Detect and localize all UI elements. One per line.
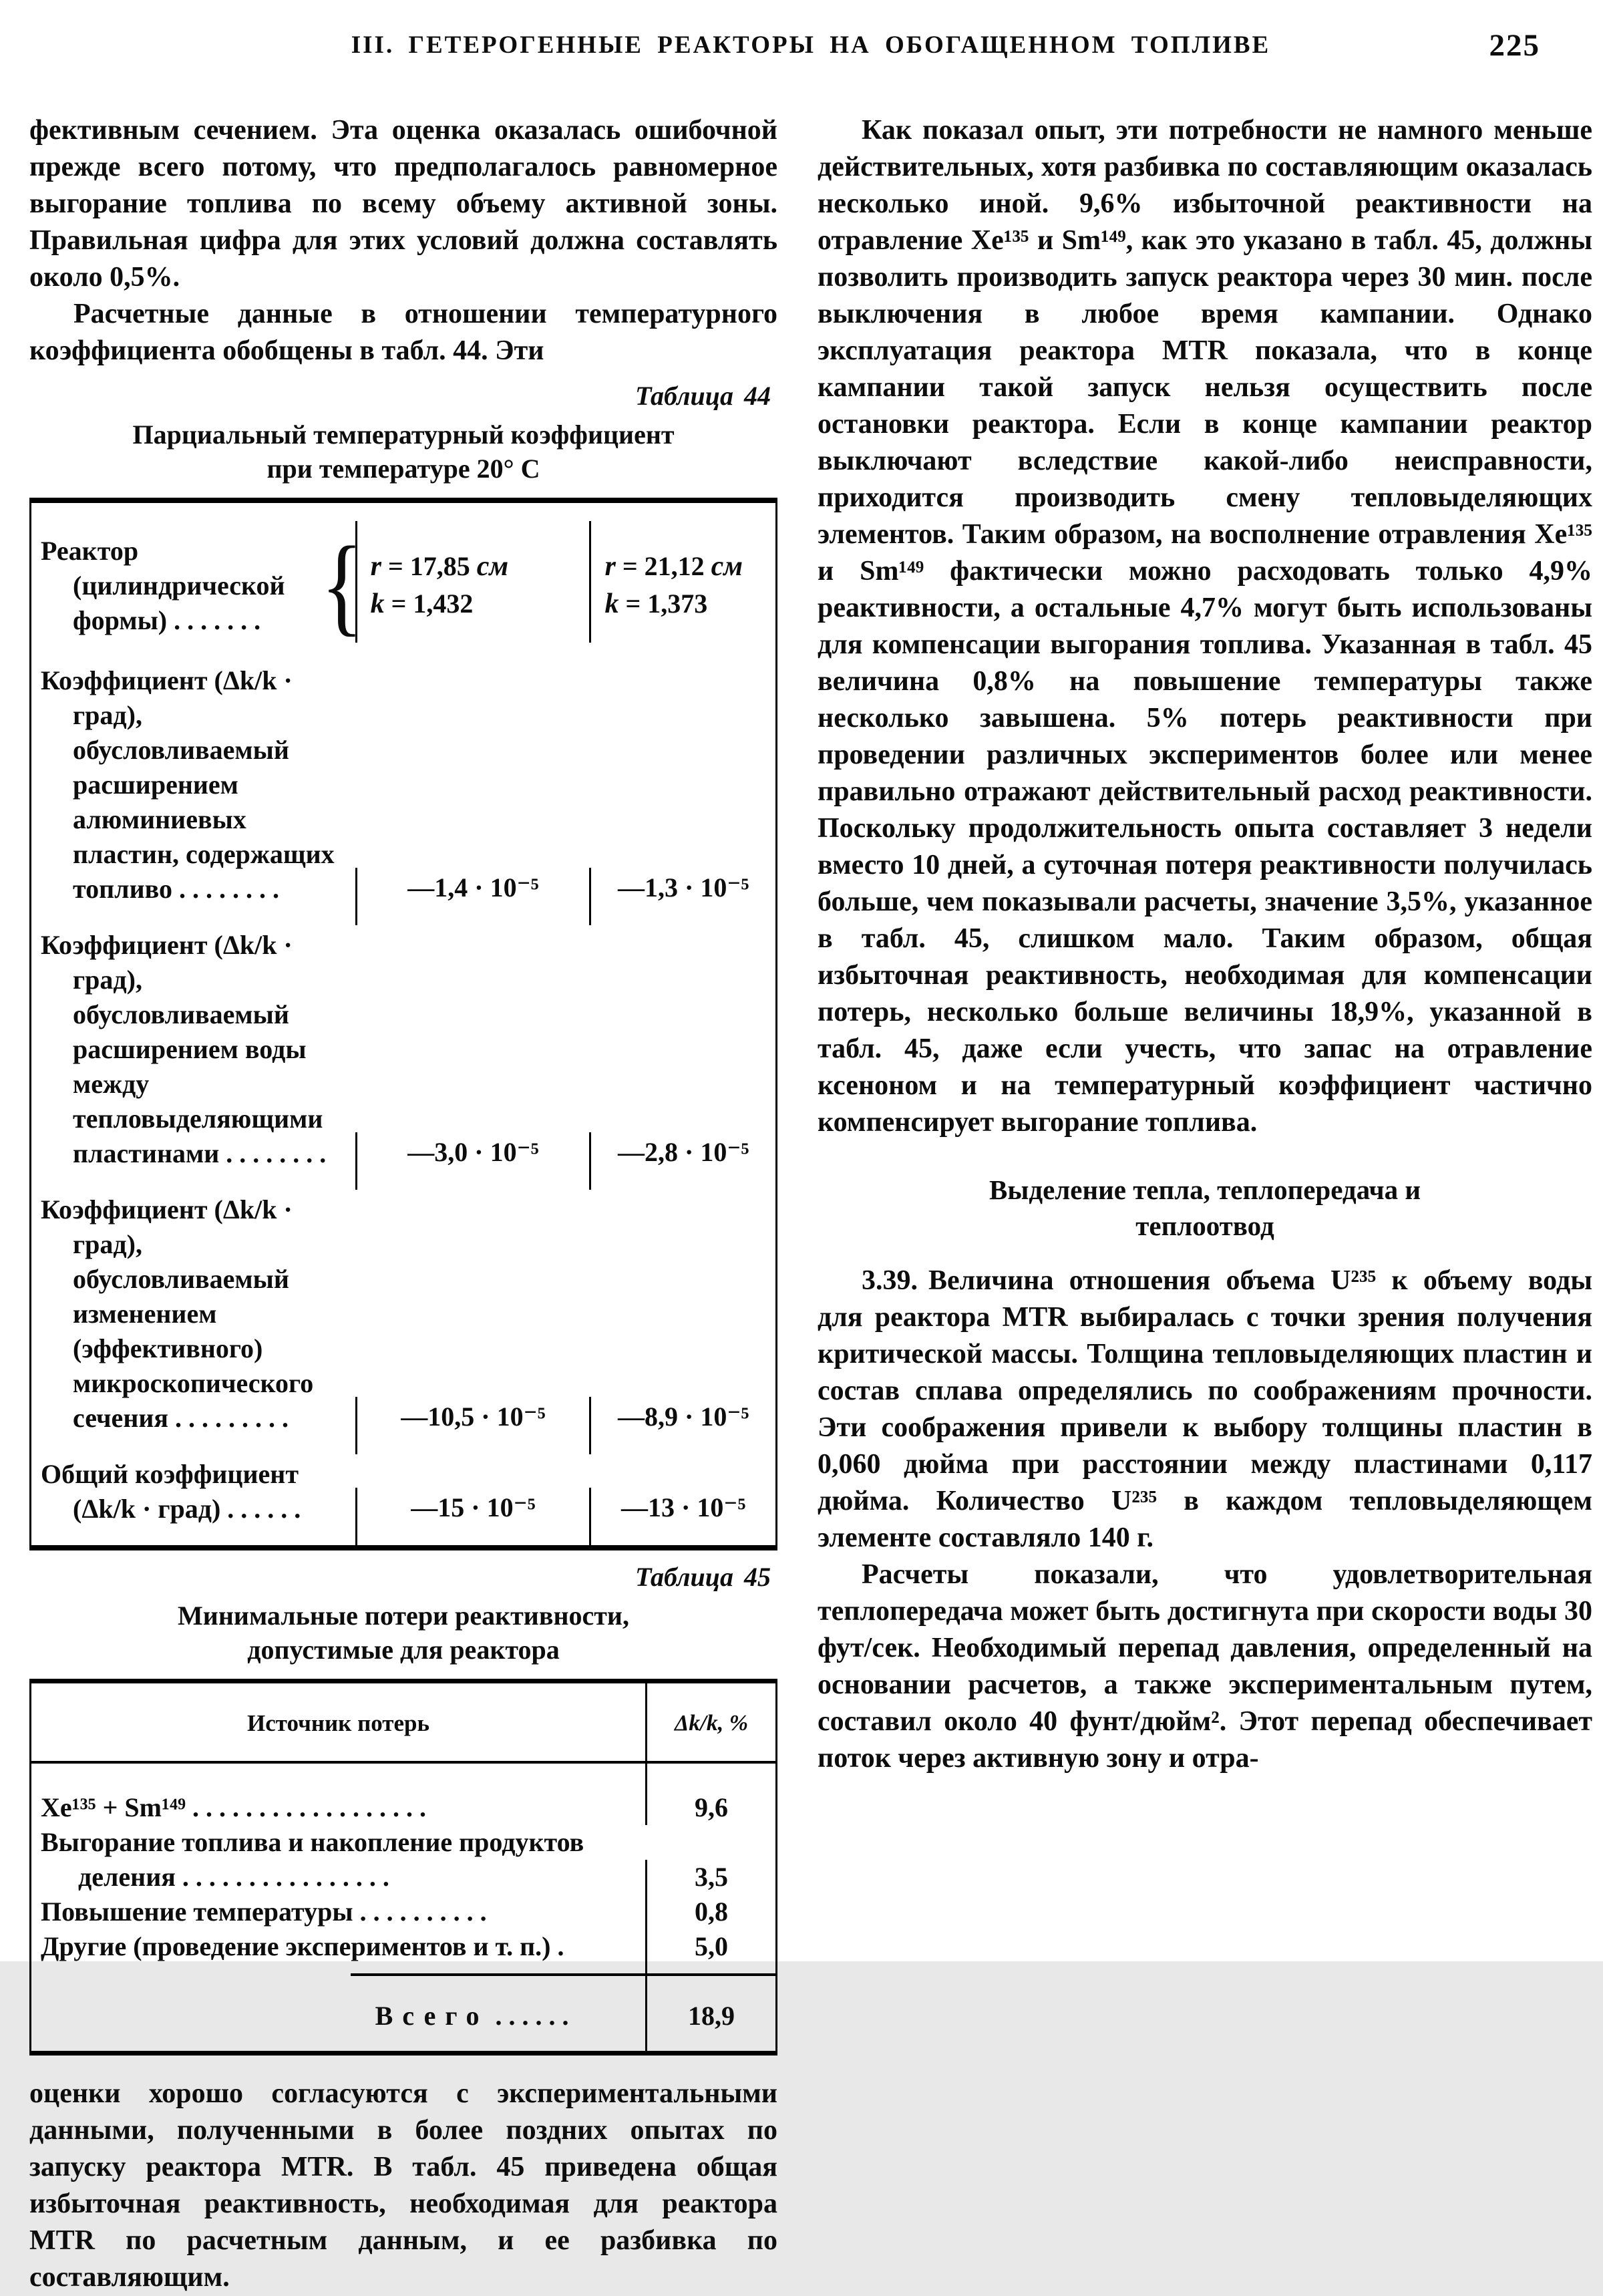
table-cell-value: —15 · 10⁻⁵ (355, 1488, 590, 1545)
paragraph: оценки хорошо согласуются с экспериментальными данными, полученными в более поздних опытах по запуску реактора MTR. В табл. 45 приведена общая избыточная реактивность, необходимая для реактора MTR по расчетным данным, и ее разбивка по составляющим. (29, 2078, 777, 2293)
running-header-title: III. ГЕТЕРОГЕННЫЕ РЕАКТОРЫ НА ОБОГАЩЕННОМ ТОПЛИВЕ (351, 31, 1271, 59)
variable: r (604, 551, 616, 582)
table-cell-label: Другие (проведение экспериментов и т. п.) . (41, 1931, 564, 1961)
table-cell-value: 0,8 (645, 1895, 775, 1929)
number: = 1,432 (391, 589, 474, 619)
page-number: 225 (1489, 28, 1540, 63)
section-heading: Выделение тепла, теплопередача и теплоотвод (989, 1174, 1421, 1241)
table45-caption: Таблица 45 (635, 1562, 771, 1592)
unit: см (711, 551, 743, 582)
variable: k (370, 589, 385, 619)
paragraph: Расчеты показали, что удовлетворительная теплопередача может быть достигнута при скорости воды 30 фут/сек. Необходимый перепад давления, определенный на основании расчетов, а также экспериментальным путем, составил около 40 фунт/дюйм². Этот перепад обеспечивает поток через активную зону и отра- (818, 1559, 1592, 1774)
table-cell-label: Коэффициент (Δk/k · град), обусловливаемый расширением воды между тепловыделяющими пластинами . . . . . . . . (41, 930, 327, 1168)
table-cell-value: —3,0 · 10⁻⁵ (355, 1132, 590, 1190)
table-cell-value: 3,5 (645, 1860, 775, 1895)
value-line (371, 548, 587, 585)
table-cell-value: —13 · 10⁻⁵ (589, 1488, 775, 1545)
table-cell-value: —8,9 · 10⁻⁵ (589, 1397, 775, 1454)
table-cell-label (31, 503, 363, 661)
section-number: 3.39. (862, 1265, 918, 1296)
table-cell-value: —1,4 · 10⁻⁵ (355, 868, 590, 925)
total-label-cell (31, 1973, 645, 2051)
right-column (818, 112, 1592, 2296)
total-value-cell (645, 1973, 775, 2051)
table-cell-label: Повышение температуры . . . . . . . . . . (41, 1897, 487, 1927)
table-cell-label: Общий коэффициент (Δk/k · град) . . . . . . (41, 1459, 301, 1524)
row-label: Реактор (цилиндрической формы) . . . . . . . (41, 536, 285, 635)
table-cell-value: —10,5 · 10⁻⁵ (355, 1397, 590, 1454)
table44-title: Парциальный температурный коэффициент при температуре 20° С (132, 420, 675, 484)
table-cell-value (589, 521, 775, 643)
table-cell-label: Коэффициент (Δk/k · град), обусловливаемый изменением (эффективного) микроскопического сечения . . . . . . . . . (41, 1194, 314, 1433)
table-cell-value: —2,8 · 10⁻⁵ (589, 1132, 775, 1190)
paragraph: фективным сечением. Эта оценка оказалась ошибочной прежде всего потому, что предполагалось равномерное выгорание топлива по всему объему активной зоны. Правильная цифра для этих условий должна составлять около 0,5%. (29, 115, 777, 293)
paragraph-text: Величина отношения объема U²³⁵ к объему воды для реактора MTR выбиралась с точки зрения получения критической массы. Толщина тепловыделяющих пластин и состав сплава определялись по соображениям прочности. Эти соображения привели к выбору толщины пластин в 0,060 дюйма при расстоянии между пластинами 0,117 дюйма. Количество U²³⁵ в каждом тепловыделяющем элементе составляло 140 г. (818, 1265, 1592, 1553)
table-cell-value: —1,3 · 10⁻⁵ (589, 868, 775, 925)
two-column-layout (29, 112, 1592, 2296)
paragraph: Расчетные данные в отношении температурного коэффициента обобщены в табл. 44. Эти (29, 299, 777, 366)
number: = 21,12 (622, 551, 705, 581)
value-line (604, 548, 773, 585)
paragraph: Как показал опыт, эти потребности не намного меньше действительных, хотя разбивка по составляющим оказалась несколько иной. 9,6% избыточной реактивности на отравление Xe¹³⁵ и Sm¹⁴⁹, как это указано в табл. 45, должны позволить производить запуск реактора через 30 мин. после выключения в любое время кампании. Однако эксплуатация реактора MTR показала, что в конце кампании такой запуск нельзя осуществить после остановки реактора. Если в конце кампании реактор выключают вследствие какой-либо неисправности, приходится производить смену тепловыделяющих элементов. Таким образом, на восполнение отравления Xe¹³⁵ и Sm¹⁴⁹ фактически можно расходовать только 4,9% реактивности, а остальные 4,7% могут быть использованы для компенсации выгорания топлива. Указанная в табл. 45 величина 0,8% на повышение температуры также несколько завышена. 5% потерь реактивности при проведении различных экспериментов более или менее правильно отражают действительный расход реактивности. Поскольку продолжительность опыта составляет 3 недели вместо 10 дней, а суточная потеря реактивности получилась больше, чем показывали расчеты, значение 3,5%, указанное в табл. 45, слишком мало. Таким образом, общая избыточная реактивность, необходимая для компенсации потерь, несколько больше величины 18,9%, указанной в табл. 45, даже если учесть, что запас на отравление ксеноном и на температурный коэффициент частично компенсирует выгорание топлива. (818, 115, 1592, 1138)
paragraph (818, 1263, 1592, 1556)
total-dots: . . . . . . (488, 2001, 569, 2031)
table-cell-label: Выгорание топлива и накопление продуктов деления . . . . . . . . . . . . . . . . (41, 1827, 584, 1892)
total-label: Всего (375, 2001, 489, 2031)
value-line (371, 585, 587, 623)
value-line (604, 585, 773, 623)
table-44 (29, 498, 777, 1550)
table44-caption: Таблица 44 (635, 381, 771, 411)
variable: k (604, 589, 619, 619)
column-header-value: Δk/k, % (645, 1683, 775, 1764)
table-45 (29, 1679, 777, 2056)
number: = 1,373 (625, 589, 708, 619)
number: = 17,85 (387, 551, 470, 581)
variable: r (370, 551, 381, 582)
table-cell-value: 9,6 (645, 1764, 775, 1825)
running-head (29, 25, 1592, 68)
unit: см (476, 551, 509, 582)
total-value: 18,9 (688, 2001, 735, 2031)
table-cell-value (355, 521, 590, 643)
left-column (29, 112, 777, 2296)
table-cell-value: 5,0 (645, 1929, 775, 1973)
brace-glyph: { (321, 523, 363, 646)
table-cell-label: Xe¹³⁵ + Sm¹⁴⁹ . . . . . . . . . . . . . . . . . . (41, 1792, 426, 1822)
column-header-source: Источник потерь (31, 1683, 645, 1764)
table-cell-label: Коэффициент (Δk/k · град), обусловливаемый расширением алюминиевых пластин, содержащих топливо . . . . . . . . (41, 665, 335, 904)
table45-title: Минимальные потери реактивности, допустимые для реактора (178, 1601, 629, 1665)
